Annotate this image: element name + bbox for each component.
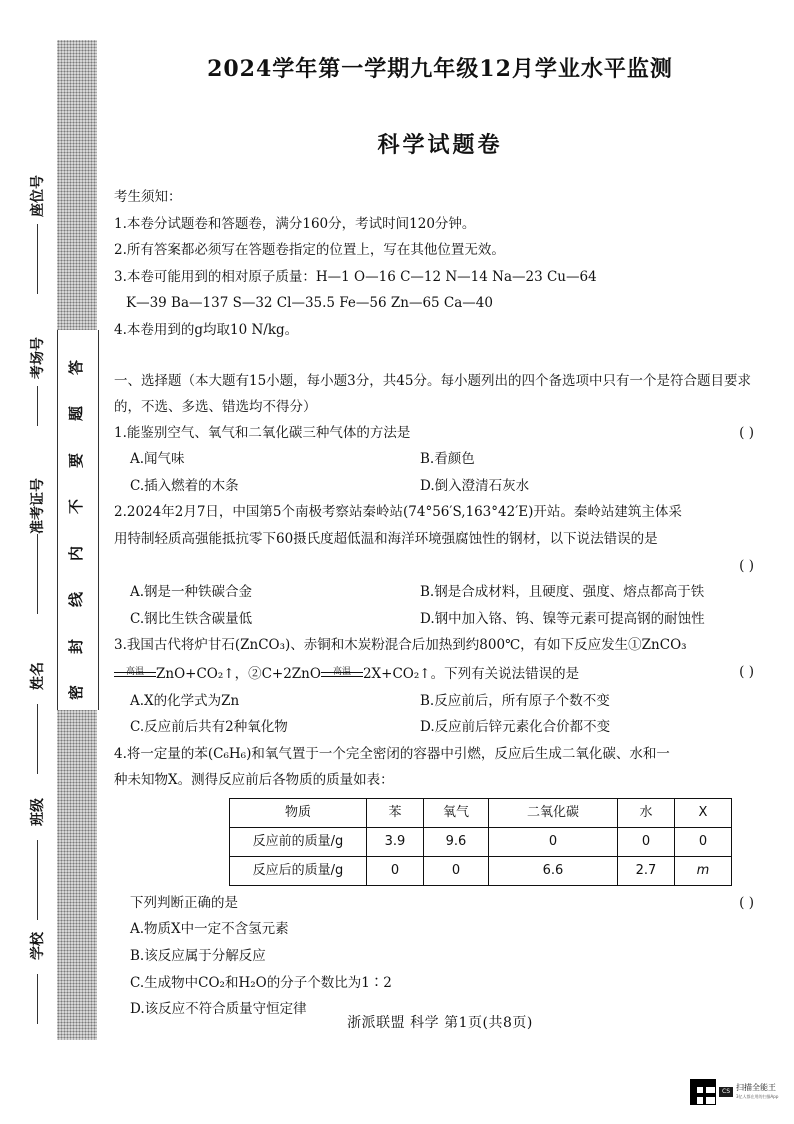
option-b[interactable]: B.该反应属于分解反应 (130, 948, 266, 965)
table-header-row (230, 798, 732, 827)
question-4-stem: 4.将一定量的苯(C₆H₆)和氧气置于一个完全密闭的容器中引燃，反应后生成二氧化碳、水和一 (114, 745, 670, 762)
section-title: 一、选择题（本大题有15小题，每小题3分，共45分。每小题列出的四个备选项中只有一个是符合题目要求的，不选、多选、错选均不得分） (114, 372, 751, 415)
table-cell: m (675, 856, 732, 885)
question-1-options (114, 473, 754, 500)
seal-char: 内 (67, 545, 86, 561)
seat-number-line (37, 224, 38, 294)
class-line (37, 840, 38, 920)
table-header-cell: 苯 (367, 798, 424, 827)
seat-number-label: 座位号 (30, 175, 46, 217)
option-d[interactable]: D.倒入澄清石灰水 (420, 477, 530, 494)
option-c[interactable]: C.反应前后共有2种氧化物 (130, 719, 288, 736)
ticket-number-field[interactable] (22, 478, 52, 614)
table-cell: 0 (618, 827, 675, 856)
question-4-prompt (114, 890, 754, 917)
exam-body (114, 184, 754, 1023)
option-a[interactable]: A.钢是一种铁碳合金 (130, 584, 253, 601)
notice-item: 1.本卷分试题卷和答题卷，满分160分，考试时间120分钟。 (114, 215, 476, 232)
table-cell: 2.7 (618, 856, 675, 885)
scanner-badge (690, 1079, 782, 1105)
notice-item: 4.本卷用到的g均取10 N/kg。 (114, 321, 299, 338)
table-cell: 6.6 (489, 856, 618, 885)
notice-heading: 考生须知： (114, 189, 182, 205)
answer-bracket[interactable]: ( ) (739, 663, 754, 680)
question-2-stem: 用特制轻质高强能抵抗零下60摄氏度超低温和海洋环境强腐蚀性的钢材，以下说法错误的是 (114, 530, 658, 547)
table-header-cell: 水 (618, 798, 675, 827)
question-3-options (114, 714, 754, 741)
question-2-stem: 2.2024年2月7日，中国第5个南极考察站秦岭站(74°56′S,163°42′E)开站。秦岭站建筑主体采 (114, 504, 682, 521)
option-c[interactable]: C.钢比生铁含碳量低 (130, 610, 253, 627)
mass-table (229, 798, 732, 886)
table-row (230, 856, 732, 885)
table-cell: 反应前的质量/g (230, 827, 367, 856)
camscanner-icon: CS (719, 1087, 733, 1097)
room-number-line (37, 386, 38, 426)
option-c[interactable]: C.生成物中CO₂和H₂O的分子个数比为1∶2 (130, 974, 392, 991)
question-4-stem: 种未知物X。测得反应前后各物质的质量如表： (114, 772, 394, 789)
seat-number-field[interactable] (22, 168, 52, 294)
table-cell: 0 (675, 827, 732, 856)
qr-code-icon (690, 1079, 716, 1105)
seal-char: 密 (67, 684, 86, 700)
reaction-condition: 高温 (321, 659, 363, 686)
seal-char: 要 (67, 452, 86, 468)
equation-part: ZnO+CO₂↑，②C+2ZnO (156, 665, 321, 682)
table-cell: 反应后的质量/g (230, 856, 367, 885)
seal-text-column (57, 360, 97, 700)
seal-char: 题 (67, 406, 86, 422)
notice-item: 3.本卷可能用到的相对原子质量：H—1 O—16 C—12 N—14 Na—23 Cu—64 (114, 268, 597, 285)
question-3-equation (114, 659, 754, 688)
notice-item: 2.所有答案都必须写在答题卷指定的位置上，写在其他位置无效。 (114, 242, 505, 259)
option-d[interactable]: D.反应前后锌元素化合价都不变 (420, 719, 611, 736)
equation-part: 2X+CO₂↑。下列有关说法错误的是 (362, 665, 580, 682)
question-3-stem: 3.我国古代将炉甘石(ZnCO₃)、赤铜和木炭粉混合后加热到约800℃，有如下反应发生①ZnCO₃ (114, 637, 687, 654)
page-footer: 浙派联盟 科学 第1页(共8页) (347, 1015, 533, 1031)
table-cell: 0 (367, 856, 424, 885)
option-b[interactable]: B.钢是合成材料，且硬度、强度、熔点都高于铁 (420, 584, 705, 601)
name-label: 姓名 (30, 662, 46, 690)
school-field[interactable] (22, 918, 52, 1024)
option-b[interactable]: B.反应前后，所有原子个数不变 (420, 692, 610, 709)
ticket-number-label: 准考证号 (30, 478, 46, 534)
option-b[interactable]: B.看颜色 (420, 451, 475, 468)
table-header-cell: 物质 (230, 798, 367, 827)
answer-bracket[interactable]: ( ) (739, 424, 754, 441)
option-a[interactable]: A.X的化学式为Zn (130, 692, 240, 709)
table-header-cell: 氧气 (424, 798, 489, 827)
ticket-number-line (37, 534, 38, 614)
option-a[interactable]: A.物质X中一定不含氢元素 (130, 921, 289, 938)
name-field[interactable] (22, 648, 52, 774)
option-d[interactable]: D.该反应不符合质量守恒定律 (130, 1001, 307, 1018)
option-d[interactable]: D.钢中加入铬、钨、镍等元素可提高钢的耐蚀性 (420, 610, 705, 627)
table-row (230, 827, 732, 856)
table-header-cell: X (675, 798, 732, 827)
answer-bracket[interactable]: ( ) (739, 557, 754, 574)
room-number-field[interactable] (22, 330, 52, 426)
table-cell: 0 (489, 827, 618, 856)
table-cell: 9.6 (424, 827, 489, 856)
question-2-options (114, 579, 754, 606)
question-3-options (114, 688, 754, 715)
school-line (37, 974, 38, 1024)
question-1-stem (114, 420, 754, 447)
seal-char: 封 (67, 638, 86, 654)
seal-char: 线 (67, 592, 86, 608)
table-cell: 3.9 (367, 827, 424, 856)
option-a[interactable]: A.闻气味 (130, 451, 185, 468)
exam-subtitle: 科学试题卷 (377, 132, 503, 158)
badge-text-block (736, 1083, 778, 1101)
question-1-options (114, 446, 754, 473)
seal-char: 不 (67, 499, 86, 515)
reaction-condition: 高温 (114, 659, 156, 686)
table-header-cell: 二氧化碳 (489, 798, 618, 827)
seal-char: 答 (67, 359, 86, 376)
table-cell: 0 (424, 856, 489, 885)
class-label: 班级 (30, 798, 46, 826)
notice-item: K—39 Ba—137 S—32 Cl—35.5 Fe—56 Zn—65 Ca—40 (126, 295, 493, 312)
exam-title: 2024学年第一学期九年级12月学业水平监测 (207, 56, 673, 82)
badge-sublabel: 3亿人都在用的扫描App (736, 1094, 779, 1099)
question-2-paren-row (114, 553, 754, 580)
badge-label: 扫描全能王 (736, 1083, 776, 1092)
school-label: 学校 (30, 932, 46, 960)
question-text: 1.能鉴别空气、氧气和二氧化碳三种气体的方法是 (114, 424, 411, 441)
question-text: 下列判断正确的是 (130, 894, 238, 911)
name-line (37, 704, 38, 774)
answer-bracket[interactable]: ( ) (739, 894, 754, 911)
room-number-label: 考场号 (30, 337, 46, 379)
question-2-options (114, 606, 754, 633)
class-field[interactable] (22, 784, 52, 920)
option-c[interactable]: C.插入燃着的木条 (130, 477, 239, 494)
